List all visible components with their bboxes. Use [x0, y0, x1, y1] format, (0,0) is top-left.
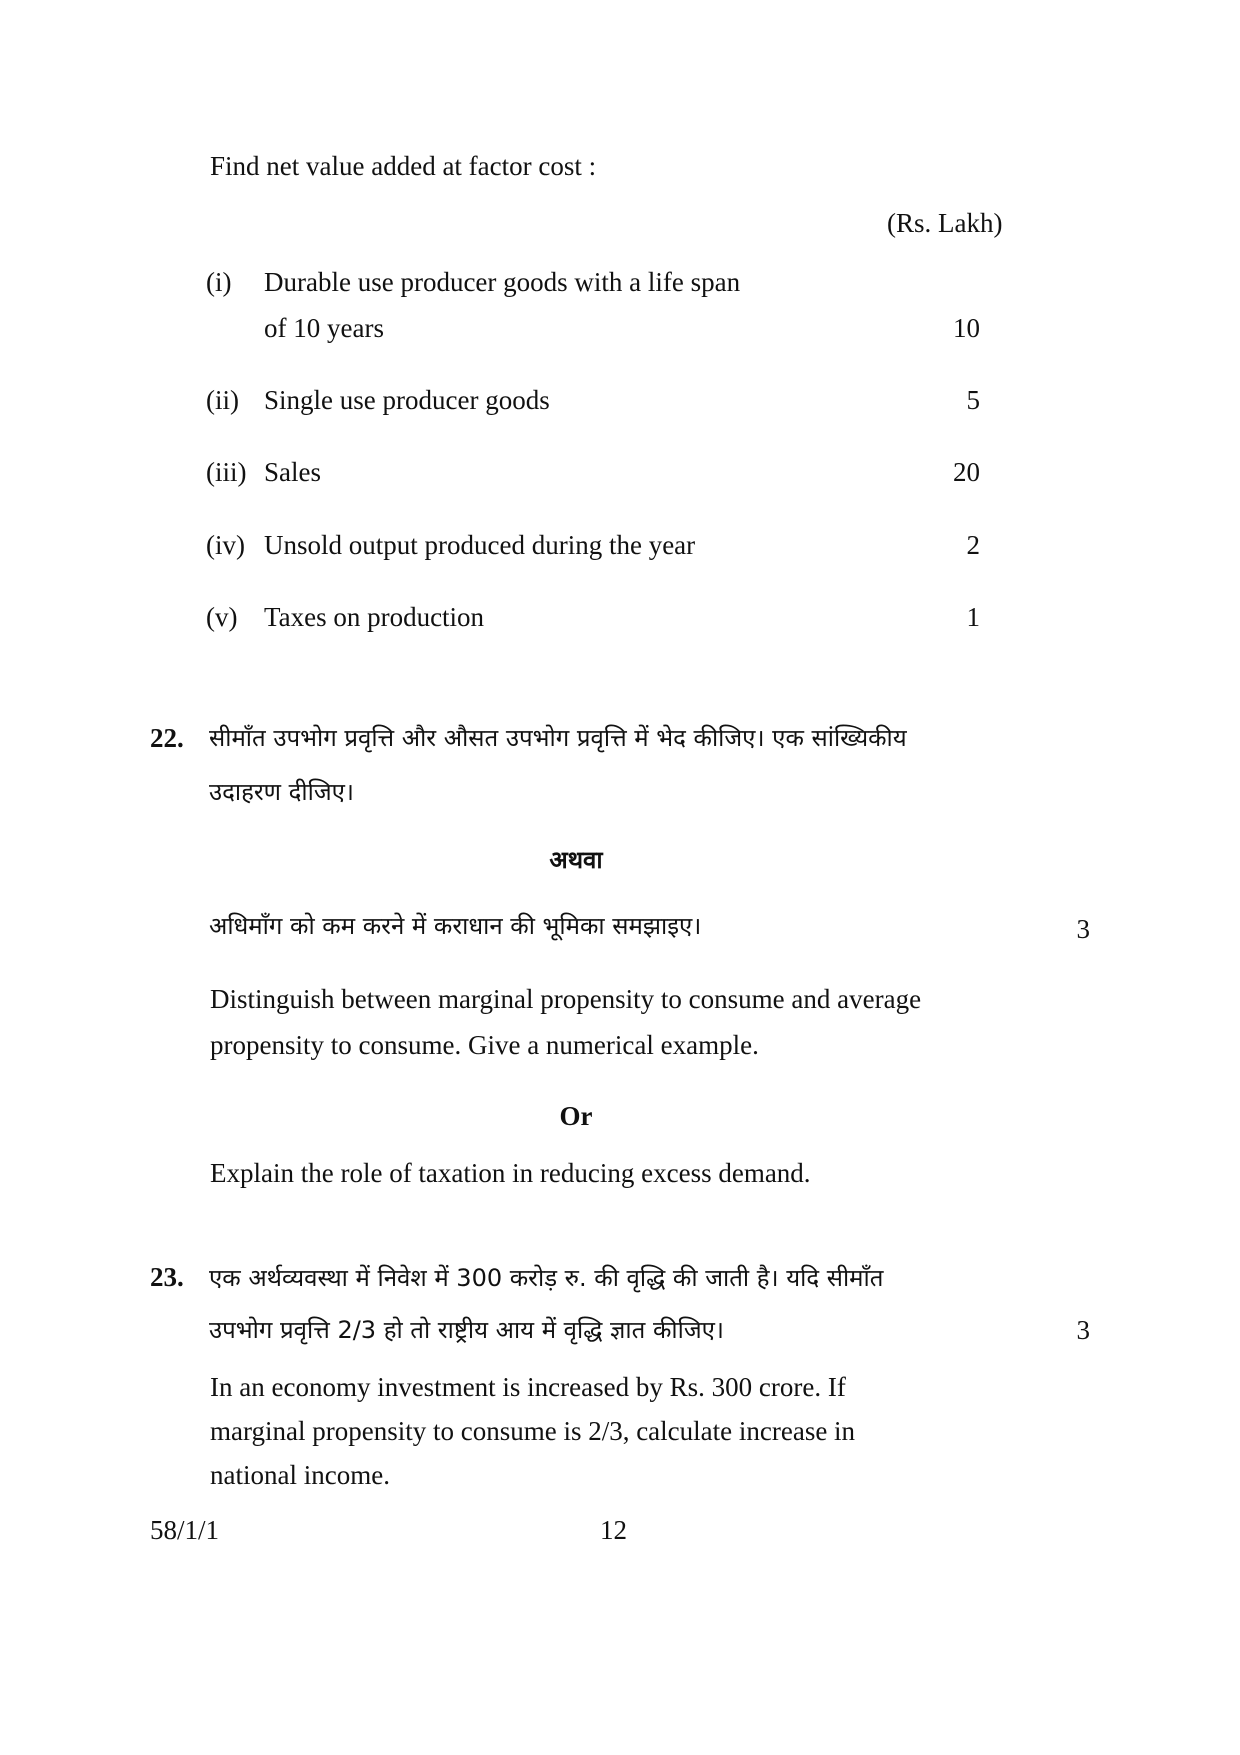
question-hindi-text: उदाहरण दीजिए। — [209, 778, 355, 806]
item-value: 1 — [966, 602, 980, 632]
item-value: 20 — [953, 457, 980, 487]
item-label: Single use producer goods — [264, 385, 550, 415]
alternative-question-hindi: अधिमाँग को कम करने में कराधान की भूमिका समझाइए। — [209, 912, 702, 940]
page-number: 12 — [600, 1515, 627, 1545]
or-separator-hindi: अथवा — [549, 846, 603, 874]
question-hindi-text: उपभोग प्रवृत्ति 2/3 हो तो राष्ट्रीय आय में वृद्धि ज्ञात कीजिए। — [209, 1316, 724, 1344]
marks: 3 — [1076, 914, 1090, 944]
item-number: (ii) — [206, 385, 239, 415]
or-separator: Or — [559, 1101, 593, 1131]
question-number: 22. — [150, 723, 184, 753]
item-number: (iii) — [206, 457, 247, 487]
item-value: 10 — [953, 313, 980, 343]
question-english-text: propensity to consume. Give a numerical example. — [210, 1030, 759, 1060]
question-hindi-text: एक अर्थव्यवस्था में निवेश में 300 करोड़ रु. की वृद्धि की जाती है। यदि सीमाँत — [209, 1264, 884, 1292]
question-hindi-text: सीमाँत उपभोग प्रवृत्ति और औसत उपभोग प्रवृत्ति में भेद कीजिए। एक सांख्यिकीय — [209, 724, 907, 752]
question-english-text: In an economy investment is increased by Rs. 300 crore. If — [210, 1372, 846, 1402]
question-number: 23. — [150, 1262, 184, 1292]
marks: 3 — [1076, 1315, 1090, 1345]
question-english-text: marginal propensity to consume is 2/3, calculate increase in — [210, 1416, 856, 1446]
item-number: (v) — [206, 602, 238, 632]
item-value: 2 — [966, 530, 980, 560]
item-label-continuation: of 10 years — [264, 313, 384, 343]
item-label: Unsold output produced during the year — [264, 530, 696, 560]
unit-label: (Rs. Lakh) — [887, 208, 1003, 238]
question-intro: Find net value added at factor cost : — [210, 151, 597, 181]
item-label: Sales — [264, 457, 321, 487]
item-label: Durable use producer goods with a life span — [264, 267, 741, 297]
item-value: 5 — [966, 385, 980, 415]
paper-code: 58/1/1 — [150, 1515, 220, 1545]
alternative-question-english: Explain the role of taxation in reducing excess demand. — [210, 1158, 811, 1188]
item-number: (i) — [206, 267, 232, 297]
item-number: (iv) — [206, 530, 245, 560]
item-label: Taxes on production — [264, 602, 485, 632]
question-english-text: national income. — [210, 1460, 390, 1490]
question-english-text: Distinguish between marginal propensity to consume and average — [210, 984, 922, 1014]
